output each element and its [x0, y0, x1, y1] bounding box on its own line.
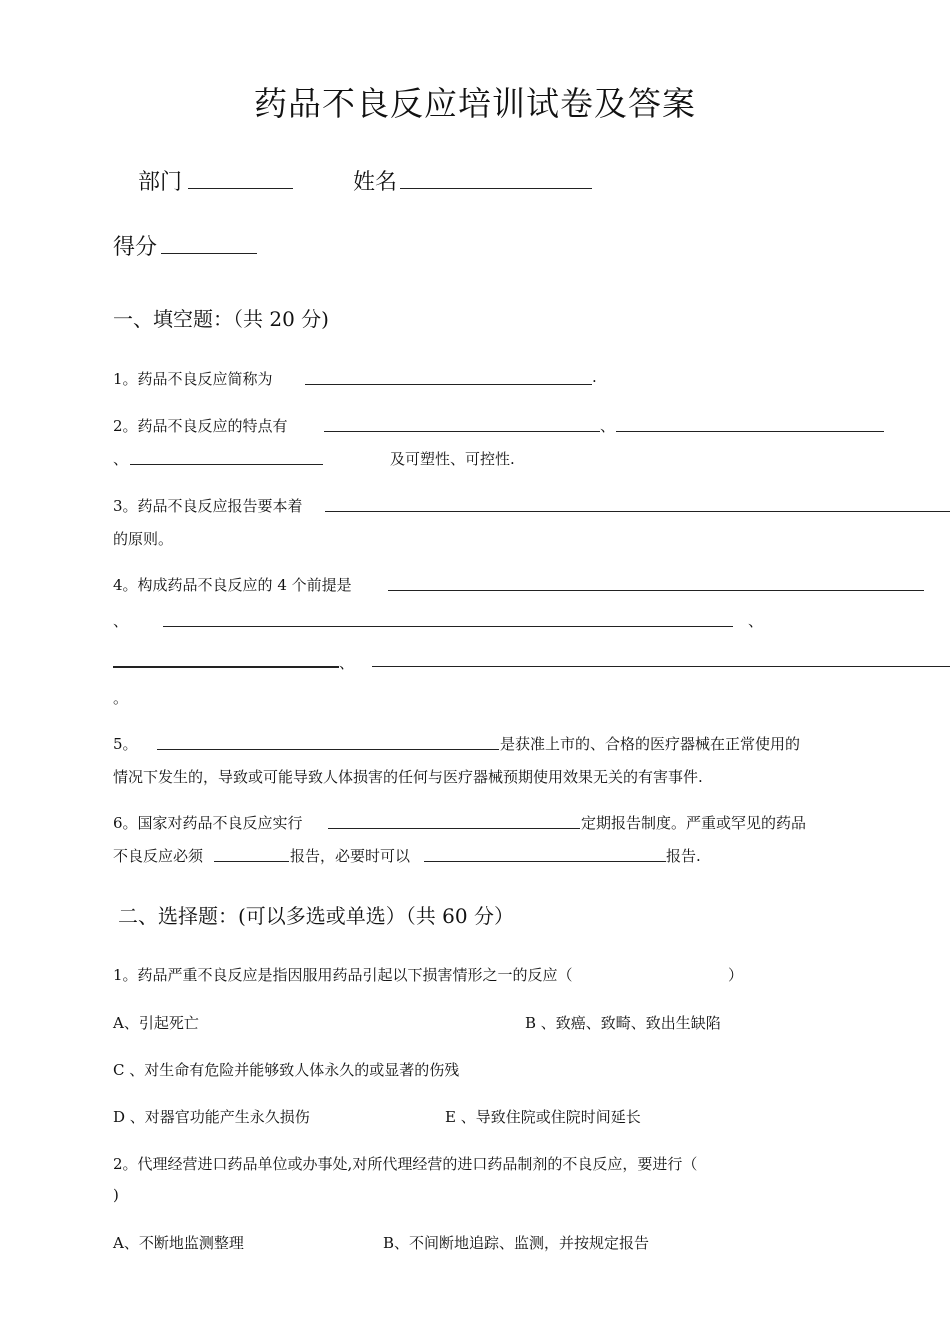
- q5-text1: 是获准上市的、合格的医疗器械在正常使用的: [500, 735, 801, 753]
- section-heading-choice: 二、选择题：(可以多选或单选）（共 60 分）: [118, 904, 514, 928]
- q4-end: 。: [113, 689, 129, 707]
- score-field[interactable]: [161, 253, 257, 254]
- q4-sep2: 、: [748, 612, 764, 630]
- q2-blank-1[interactable]: [324, 431, 600, 432]
- q4-blank-2[interactable]: [163, 626, 733, 627]
- s2-q1-option-a[interactable]: A、引起死亡: [113, 1014, 199, 1032]
- q5-num: 5。: [113, 735, 138, 753]
- q3-text: 3。药品不良反应报告要本着: [113, 497, 303, 515]
- document-title: 药品不良反应培训试卷及答案: [254, 84, 696, 123]
- s2-q1-option-d[interactable]: D 、对器官功能产生永久损伤: [113, 1108, 310, 1126]
- q6-text5: 报告.: [666, 847, 701, 865]
- s2-q1-close: ）: [728, 966, 744, 984]
- q2-tail: 及可塑性、可控性.: [390, 450, 515, 468]
- name-field[interactable]: [400, 188, 592, 189]
- q5-text2: 情况下发生的，导致或可能导致人体损害的任何与医疗器械预期使用效果无关的有害事件.: [113, 768, 703, 786]
- section-heading-fill-in: 一、填空题：（共 20 分): [113, 307, 329, 331]
- q6-blank-2[interactable]: [214, 861, 289, 862]
- q2-blank-2[interactable]: [616, 431, 884, 432]
- q6-text4: 报告，必要时可以: [290, 847, 411, 865]
- q4-text: 4。构成药品不良反应的 4 个前提是: [113, 576, 352, 594]
- score-label: 得分: [113, 235, 158, 260]
- q4-blank-4[interactable]: [372, 666, 950, 667]
- q6-text1: 6。国家对药品不良反应实行: [113, 814, 303, 832]
- s2-q1-text: 1。药品严重不良反应是指因服用药品引起以下损害情形之一的反应（: [113, 966, 573, 984]
- s2-q1-option-c[interactable]: C 、对生命有危险并能够致人体永久的或显著的伤残: [113, 1061, 460, 1079]
- q5-blank[interactable]: [157, 749, 499, 750]
- q3-line2: 的原则。: [113, 530, 174, 548]
- department-label: 部门: [138, 170, 183, 195]
- q2-blank-3[interactable]: [130, 464, 323, 465]
- name-label: 姓名: [353, 170, 398, 195]
- q4-blank-1[interactable]: [388, 590, 924, 591]
- q2-text: 2。药品不良反应的特点有: [113, 417, 288, 435]
- q1-text: 1。药品不良反应简称为: [113, 370, 273, 388]
- q6-text3: 不良反应必须: [113, 847, 204, 865]
- q2-sep1: 、: [600, 417, 616, 435]
- q6-blank-1[interactable]: [328, 828, 580, 829]
- department-field[interactable]: [188, 188, 293, 189]
- q2-sep2: 、: [113, 450, 129, 468]
- q6-blank-3[interactable]: [424, 861, 666, 862]
- q3-blank[interactable]: [325, 511, 950, 512]
- q4-sep1: 、: [113, 612, 129, 630]
- q1-blank[interactable]: [305, 384, 592, 385]
- q1-end: .: [592, 368, 597, 386]
- q4-sep3: 、: [339, 654, 355, 672]
- s2-q2-option-a[interactable]: A、不断地监测整理: [113, 1234, 244, 1252]
- s2-q1-option-b[interactable]: B 、致癌、致畸、致出生缺陷: [525, 1014, 721, 1032]
- q4-blank-3[interactable]: [113, 666, 339, 668]
- s2-q2-close: ): [113, 1186, 119, 1204]
- s2-q2-option-b[interactable]: B、不间断地追踪、监测，并按规定报告: [383, 1234, 650, 1252]
- q6-text2: 定期报告制度。严重或罕见的药品: [581, 814, 807, 832]
- s2-q2-text: 2。代理经营进口药品单位或办事处,对所代理经营的进口药品制剂的不良反应，要进行（: [113, 1155, 698, 1173]
- s2-q1-option-e[interactable]: E 、导致住院或住院时间延长: [445, 1108, 641, 1126]
